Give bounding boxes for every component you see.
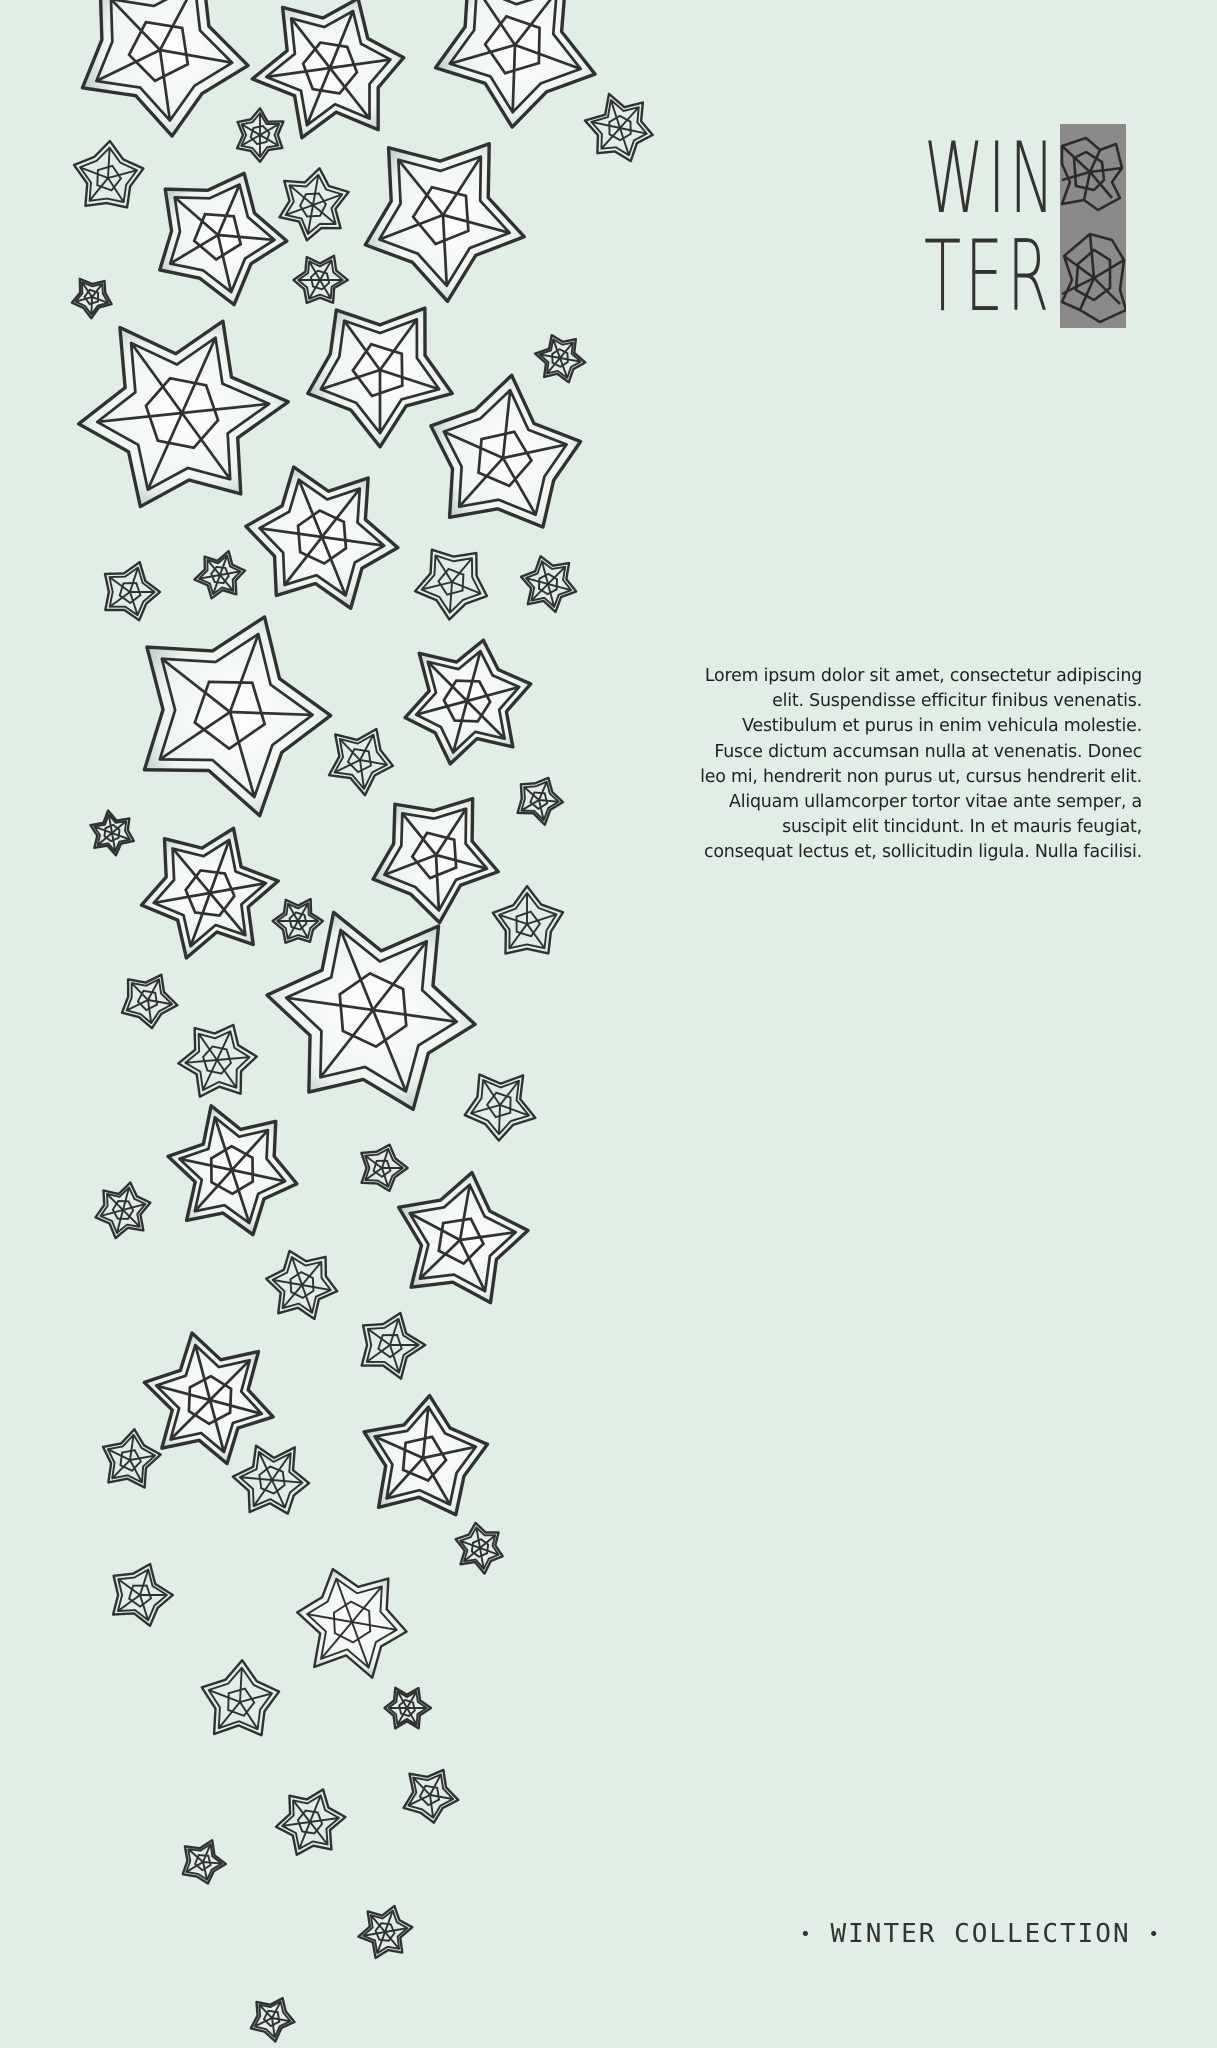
snowflake-icon [354, 119, 545, 316]
snowflake-icon [261, 1247, 343, 1322]
snowflake-icon [410, 537, 500, 629]
snowflake-icon [515, 552, 583, 616]
snowflake-icon [141, 613, 334, 818]
snowflake-icon [84, 807, 141, 860]
bullet-left: • [800, 1924, 813, 1945]
footer-label: WINTER COLLECTION [830, 1919, 1131, 1949]
bullet-right: • [1148, 1924, 1162, 1945]
snowflake-icon [579, 90, 659, 164]
footer-caption [800, 1914, 1162, 1954]
snowflake-icon [288, 1564, 415, 1682]
snowflake-icon [1062, 138, 1122, 210]
snowflake-icon [425, 0, 622, 148]
snowflake-icon [488, 878, 574, 966]
snowflake-icon [182, 1838, 228, 1885]
body-paragraph: Lorem ipsum dolor sit amet, consectetur adipiscing elit. Suspendisse efficitur finibus venenatis. Vestibulum et purus in enim vehicula molestie. Fusce dictum accumsan nulla at venenatis. Donec leo mi, hendrerit non purus ut, cursus hendrerit elit. Aliquam ullamcorper tortor vitae ante semper, a suscipit elit tincidunt. In et mauris feugiat, consequat lectus et, sollicitudin ligula. Nulla facilisi. [700, 666, 1142, 863]
snowflake-icon [358, 1386, 500, 1530]
snowflake-icon [1062, 234, 1126, 322]
snowflake-icon [226, 102, 294, 168]
snowflake-icon [354, 1904, 416, 1961]
snowflake-icon [385, 1688, 432, 1729]
snowflake-icon [367, 779, 515, 934]
snowflake-icon [390, 627, 545, 772]
snowflake-icon [198, 1653, 289, 1747]
snowflake-icon [175, 1023, 259, 1099]
snowflake-icon [156, 1099, 309, 1241]
snowflake-icon [460, 1061, 547, 1149]
snowflake-icon [156, 167, 293, 309]
snowflake-icon [68, 273, 118, 323]
snowflake-icon [105, 562, 160, 620]
snowflake-icon [395, 1166, 537, 1313]
logo-line-2: TER [924, 220, 1053, 334]
logo-block [1060, 124, 1126, 328]
snowflake-icon [69, 311, 297, 512]
snowflake-icon [517, 775, 565, 826]
snowflake-icon [326, 722, 399, 799]
snowflake-icon [191, 549, 249, 601]
snowflake-icon [113, 1564, 173, 1626]
snowflake-icon [273, 899, 323, 943]
snowflake-icon [249, 1994, 298, 2045]
snowflake-icon [77, 0, 263, 147]
snowflake-icon [362, 1313, 426, 1379]
snowflake-icon [448, 1518, 510, 1577]
snowflake-icon [120, 969, 182, 1032]
snowflake-icon [237, 462, 407, 614]
snowflake-icon [230, 1442, 312, 1517]
snowflake-icon [131, 820, 289, 964]
snowflake-icon [89, 1179, 157, 1242]
snowflake-icon [268, 161, 359, 246]
snowflake-icon [293, 256, 347, 303]
snowflake-icon [70, 135, 152, 218]
logo-line-1: WIN [924, 122, 1059, 236]
snowflake-icon [272, 1787, 350, 1857]
winter-logo [924, 122, 1134, 334]
snowflake-icon [531, 333, 589, 385]
snowflake-icon [402, 1764, 463, 1826]
snowflake-icon [361, 1145, 407, 1191]
snowflake-icon [100, 1426, 166, 1494]
